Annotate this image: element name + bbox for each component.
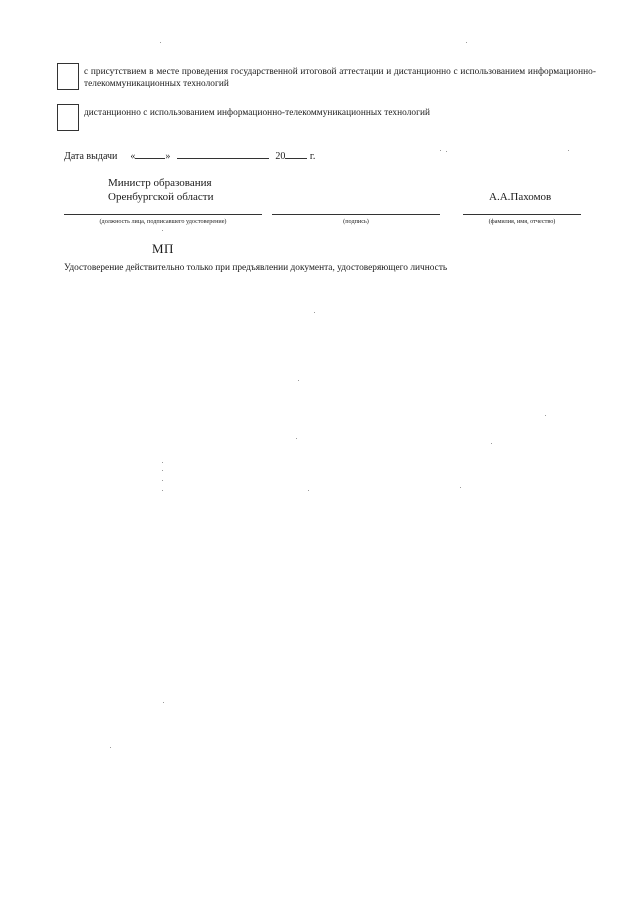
- stamp-place-label: МП: [152, 241, 174, 256]
- issue-date-close-quote: »: [165, 151, 171, 162]
- caption-name: (фамилия, имя, отчество): [488, 218, 556, 225]
- scan-speck: [440, 150, 441, 151]
- issue-date-label: Дата выдачи: [64, 151, 118, 162]
- issue-date-month-field[interactable]: [177, 148, 269, 159]
- scan-speck: [308, 490, 309, 491]
- option-in-person-and-remote-text: с присутствием в месте проведения государственной итоговой аттестации и дистанционно с использованием информационно-телекоммуникационных технологий: [84, 67, 596, 89]
- option-remote-only-checkbox[interactable]: [57, 104, 79, 131]
- issue-date-year-prefix: 20: [275, 151, 286, 162]
- issue-date-year-suffix: г.: [309, 151, 316, 162]
- signatory-position-line1: Министр образования: [108, 177, 212, 189]
- scan-speck: [163, 702, 164, 703]
- caption-signature: (подпись): [343, 218, 369, 225]
- scan-speck: [314, 312, 315, 313]
- signature-line: [272, 214, 440, 215]
- scan-speck: [162, 462, 163, 463]
- issue-date-year-field[interactable]: [285, 148, 307, 159]
- scan-speck: [162, 490, 163, 491]
- scan-speck: [110, 747, 111, 748]
- scan-speck: [466, 42, 467, 43]
- position-signature-line: [64, 214, 262, 215]
- scan-speck: [491, 443, 492, 444]
- scan-speck: [296, 438, 297, 439]
- scan-speck: [162, 230, 163, 231]
- scan-speck: [568, 150, 569, 151]
- signatory-position: [108, 176, 213, 204]
- scan-speck: [160, 42, 161, 43]
- issue-date-day-field[interactable]: [135, 148, 165, 159]
- option-in-person-and-remote-checkbox[interactable]: [57, 63, 79, 90]
- signatory-position-line2: Оренбургской области: [108, 191, 214, 203]
- signatory-full-name: А.А.Пахомов: [489, 191, 552, 203]
- option-remote-only-text: дистанционно с использованием информационно-телекоммуникационных технологий: [84, 108, 431, 118]
- name-signature-line: [463, 214, 581, 215]
- scan-speck: [446, 151, 447, 152]
- scan-speck: [162, 480, 163, 481]
- scan-speck: [460, 487, 461, 488]
- scan-speck: [545, 415, 546, 416]
- caption-position: (должность лица, подписавшего удостоверение): [99, 218, 227, 225]
- validity-note: Удостоверение действительно только при предъявлении документа, удостоверяющего личность: [64, 263, 448, 273]
- issue-date-row: [64, 148, 315, 164]
- issue-date-open-quote: «: [130, 151, 136, 162]
- scan-speck: [162, 470, 163, 471]
- scan-speck: [298, 380, 299, 381]
